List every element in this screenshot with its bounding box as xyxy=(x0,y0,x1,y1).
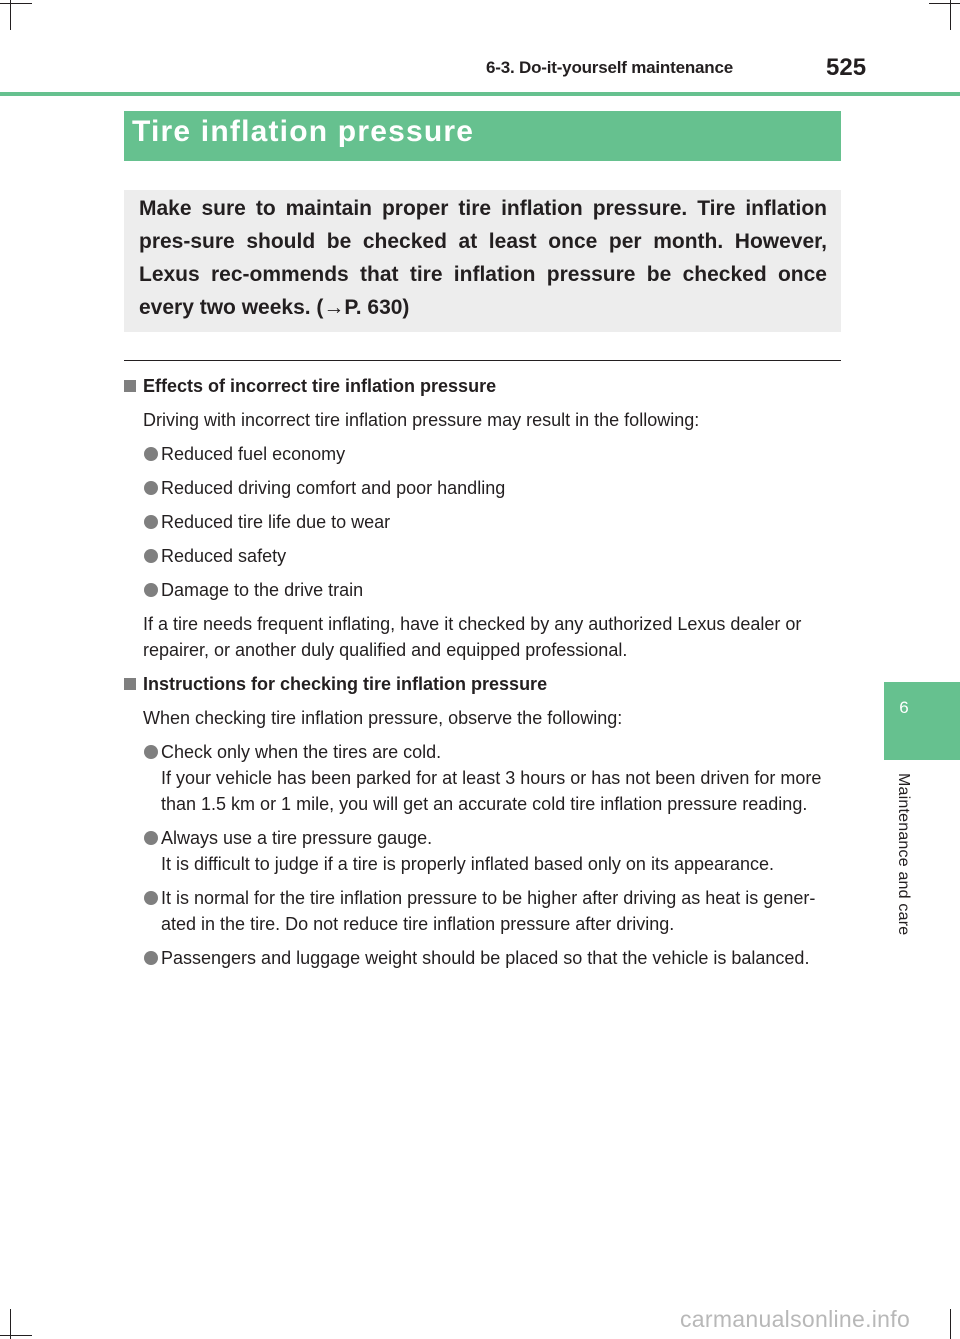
list-item: Passengers and luggage weight should be placed so that the vehicle is balanced. xyxy=(124,945,842,971)
crop-mark-bottom-right-v xyxy=(950,1309,951,1339)
chapter-number: 6 xyxy=(899,698,909,717)
bullet-dot-icon xyxy=(144,583,158,597)
list-item: It is normal for the tire inflation pressure to be higher after driving as heat is gener-ated in the tire. Do not reduce tire inflation pressure after driving. xyxy=(124,885,842,937)
bullet-dot-icon xyxy=(144,951,158,965)
list-item: Reduced safety xyxy=(124,543,842,569)
list-item: Reduced fuel economy xyxy=(124,441,842,467)
section-intro: When checking tire inflation pressure, observe the following: xyxy=(143,708,623,728)
content xyxy=(124,373,842,979)
bullet-dot-icon xyxy=(144,481,158,495)
title-bar xyxy=(124,111,841,161)
crop-mark-top-right-h xyxy=(929,3,960,4)
page-title: Tire inflation pressure xyxy=(132,115,475,148)
list-item: Reduced tire life due to wear xyxy=(124,509,842,535)
crop-mark-top-left-v xyxy=(10,0,11,30)
watermark: carmanualsonline.info xyxy=(680,1306,911,1332)
section-heading: Effects of incorrect tire inflation pressure xyxy=(124,373,842,399)
section-heading: Instructions for checking tire inflation pressure xyxy=(124,671,842,697)
section-header: 6-3. Do-it-yourself maintenance xyxy=(486,58,733,77)
section-intro: Driving with incorrect tire inflation pressure may result in the following: xyxy=(143,410,700,430)
chapter-tab xyxy=(884,682,960,760)
list-item: Damage to the drive train xyxy=(124,577,842,603)
list-item: Reduced driving comfort and poor handling xyxy=(124,475,842,501)
bullet-dot-icon xyxy=(144,745,158,759)
crop-mark-top-left-h xyxy=(0,3,32,4)
list-item: Check only when the tires are cold. If your vehicle has been parked for at least 3 hours or has not been driven for more than 1.5 km or 1 mile, you will get an accurate cold tire inflation pressure reading. xyxy=(124,739,842,817)
crop-mark-top-right-v xyxy=(950,0,951,30)
intro-box xyxy=(124,190,841,332)
crop-mark-bottom-left-h xyxy=(0,1335,32,1336)
header-rule xyxy=(0,92,960,96)
section-outro: If a tire needs frequent inflating, have it checked by any authorized Lexus dealer or repairer, or another duly qualified and equipped professional. xyxy=(143,614,802,660)
page-number: 525 xyxy=(826,54,867,81)
intro-text: Make sure to maintain proper tire inflation pressure. Tire inflation pres-sure should be checked at least once per month. However, Lexus rec-ommends that tire inflation pressure be checked once every two weeks. (→P. 630) xyxy=(139,197,827,319)
bullet-dot-icon xyxy=(144,549,158,563)
list-item: Always use a tire pressure gauge. It is difficult to judge if a tire is properly inflated based only on its appearance. xyxy=(124,825,842,877)
bullet-dot-icon xyxy=(144,447,158,461)
divider xyxy=(124,360,841,361)
chapter-label: Maintenance and care xyxy=(895,773,912,936)
square-bullet-icon xyxy=(124,380,136,392)
square-bullet-icon xyxy=(124,678,136,690)
bullet-dot-icon xyxy=(144,831,158,845)
bullet-dot-icon xyxy=(144,515,158,529)
bullet-dot-icon xyxy=(144,891,158,905)
